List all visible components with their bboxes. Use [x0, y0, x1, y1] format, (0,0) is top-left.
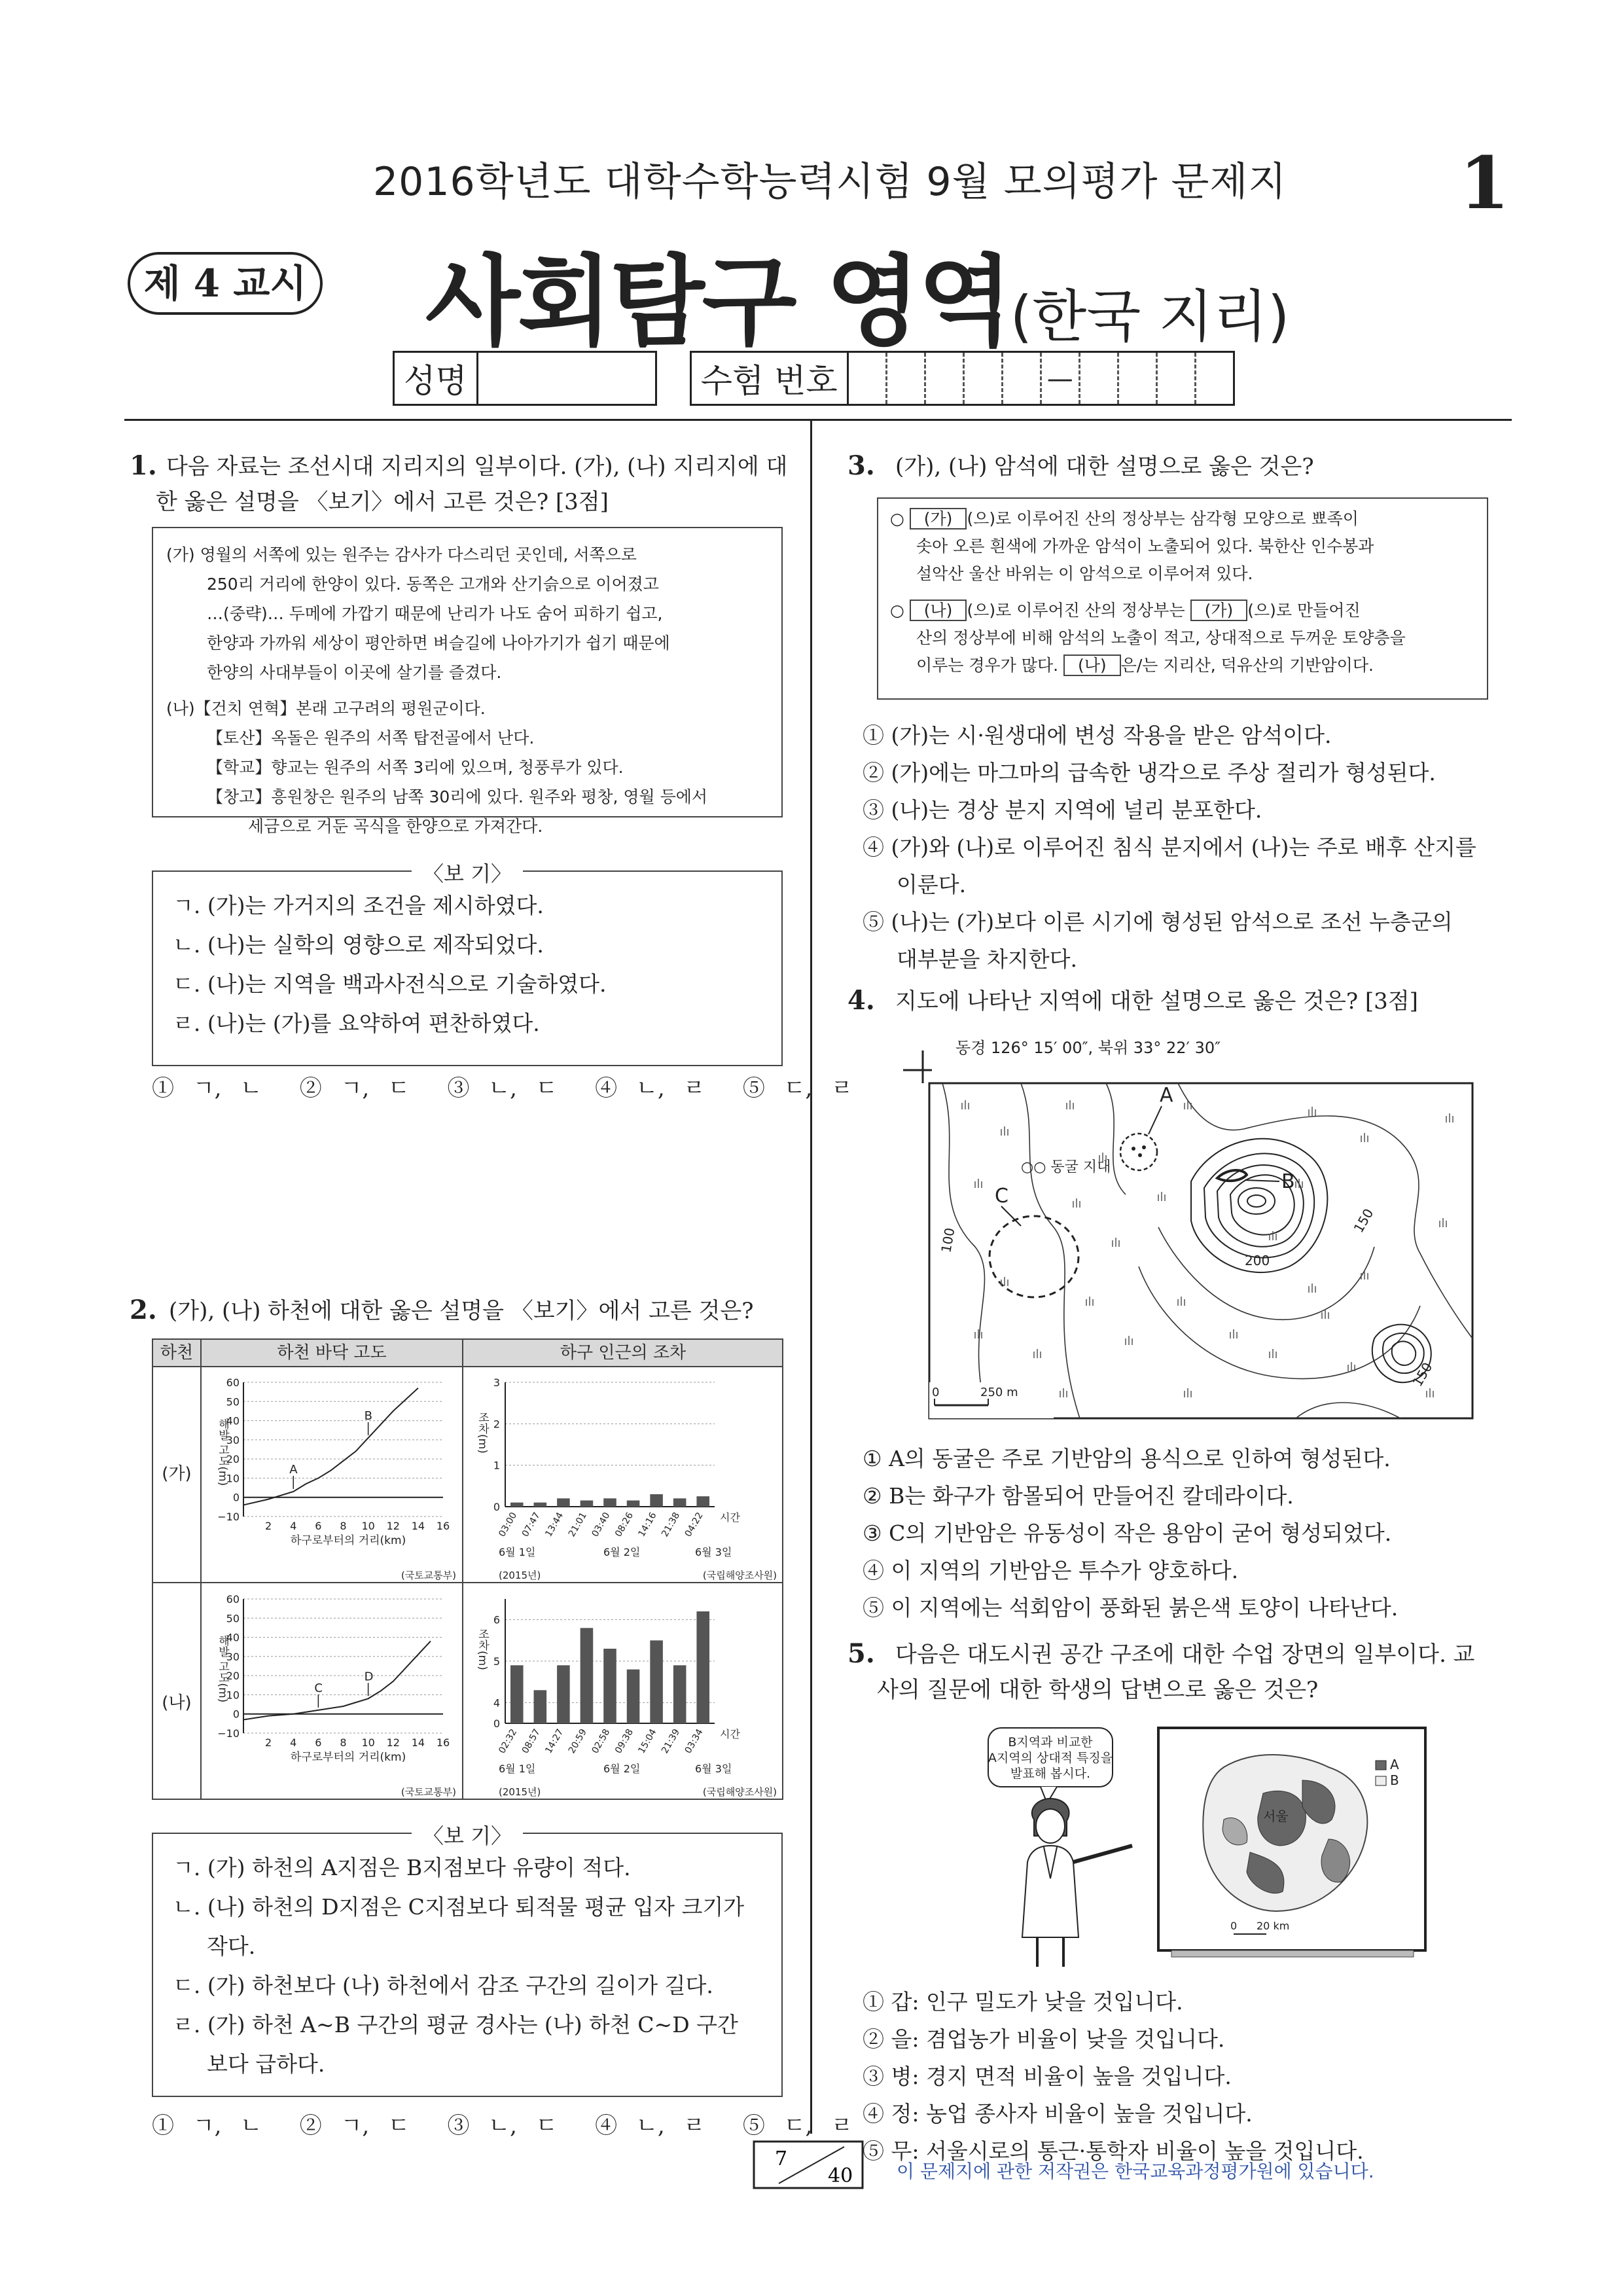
- q5-classroom-scene: [975, 1721, 1433, 1970]
- elev-tick-y: 30: [226, 1650, 240, 1663]
- tide-bar: [650, 1640, 663, 1723]
- tide-day-1: 6월 1일: [499, 1763, 536, 1775]
- grass-symbol: [1361, 1133, 1368, 1142]
- page-counter: [753, 2140, 864, 2189]
- elev-tick-y: 20: [226, 1670, 240, 1683]
- q4-number: 4.: [847, 985, 875, 1016]
- elev-source: (국토교통부): [401, 1570, 456, 1581]
- grass-symbol: [1086, 1297, 1093, 1306]
- elev-tick-x: 6: [315, 1736, 322, 1749]
- tide-time: 20:59: [566, 1727, 589, 1755]
- q1-source-line-6: (나)【건치 연혁】본래 고구려의 평원군이다.: [166, 699, 486, 718]
- tide-tick-y: 4: [493, 1696, 500, 1710]
- q5-options: [863, 1983, 1491, 2170]
- elev-tick-x: 14: [411, 1736, 425, 1749]
- q1-source-line-2: 250리 거리에 한양이 있다. 동쪽은 고개와 산기슭으로 이어졌고: [207, 575, 659, 594]
- elev-tick-x: 4: [290, 1520, 297, 1532]
- grass-symbol: [1178, 1297, 1185, 1306]
- row-ga: (가): [162, 1464, 192, 1484]
- bubble-l2: A지역의 상대적 특징을: [988, 1751, 1113, 1765]
- column-divider: [810, 419, 812, 2134]
- q1-choices[interactable]: ① ㄱ, ㄴ ② ㄱ, ㄷ ③ ㄴ, ㄷ ④ ㄴ, ㄹ ⑤ ㄷ, ㄹ: [152, 1075, 853, 1102]
- copyright-notice: 이 문제지에 관한 저작권은 한국교육과정평가원에 있습니다.: [897, 2161, 1374, 2182]
- col-tide: 하구 인근의 조차: [560, 1343, 687, 1363]
- grass-symbol: [1034, 1349, 1041, 1358]
- contour-150-b: 150: [1409, 1359, 1436, 1390]
- q3-bullet-1: ○: [890, 509, 904, 528]
- q3-l6b: 은/는 지리산, 덕유산의 기반암이다.: [1120, 656, 1374, 675]
- teacher-figure: [1022, 1799, 1132, 1967]
- tide-source: (국립해양조사원): [702, 1570, 777, 1581]
- tide-time: 21:01: [566, 1511, 589, 1539]
- tide-year: (2015년): [499, 1786, 541, 1798]
- q2-bogi-item-5: ㄹ. (가) 하천 A~B 구간의 평균 경사는 (나) 하천 C~D 구간: [173, 2012, 738, 2037]
- elev-tick-y: 0: [232, 1491, 240, 1504]
- tide-day-3: 6월 3일: [695, 1546, 732, 1558]
- elev-tick-y: 60: [226, 1593, 240, 1605]
- q1-source-line-3: …(중략)… 두메에 가깝기 때문에 난리가 나도 숨어 피하기 쉽고,: [207, 604, 663, 623]
- q1-source-box: [152, 527, 783, 836]
- q4-option-3[interactable]: ③ C의 기반암은 유동성이 작은 용암이 굳어 형성되었다.: [863, 1520, 1392, 1546]
- tide-bar: [580, 1501, 594, 1507]
- q3-bullet-2: ○: [890, 601, 904, 620]
- q3-l2: 솟아 오른 흰색에 가까운 암석이 노출되어 있다. 북한산 인수봉과: [916, 537, 1374, 556]
- point-c: C: [314, 1681, 323, 1695]
- tide-bar: [627, 1670, 640, 1723]
- tide-time: 02:58: [590, 1727, 613, 1755]
- tide-time: 08:26: [613, 1511, 636, 1539]
- q5-option-2[interactable]: ② 을: 겸업농가 비율이 낮을 것입니다.: [863, 2026, 1225, 2052]
- tide-time: 03:00: [497, 1511, 520, 1539]
- q4-topo-map: [903, 1031, 1486, 1424]
- exam-no-box: [690, 351, 1235, 406]
- tide-time-label: 시간: [720, 1728, 740, 1740]
- tide-time: 13:44: [543, 1511, 566, 1539]
- tide-tick-y: 0: [493, 1501, 500, 1513]
- tide-tick-y: 3: [493, 1376, 500, 1389]
- q3-l1: (으)로 이루어진 산의 정상부는 삼각형 모양으로 뾰족이: [967, 509, 1359, 528]
- q4-options: [863, 1440, 1491, 1626]
- q2-text: (가), (나) 하천에 대한 옳은 설명을 〈보기〉에서 고른 것은?: [169, 1298, 754, 1324]
- tide-bar: [696, 1611, 709, 1723]
- tide-ylabel: 조차(m): [476, 1412, 489, 1454]
- grass-symbol: [962, 1100, 969, 1109]
- tide-bar: [557, 1665, 570, 1723]
- q3-option-3[interactable]: ③ (나)는 경상 분지 지역에 널리 분포한다.: [863, 797, 1262, 823]
- name-label: 성명: [395, 353, 478, 404]
- tide-bar: [557, 1498, 570, 1507]
- q3-l5: 산의 정상부에 비해 암석의 노출이 적고, 상대적으로 두꺼운 토양층을: [916, 628, 1406, 647]
- elev-xlabel: 하구로부터의 거리(km): [290, 1534, 406, 1547]
- q5-option-1[interactable]: ① 갑: 인구 밀도가 낮을 것입니다.: [863, 1989, 1183, 2015]
- tide-bar: [510, 1665, 524, 1723]
- q1-bogi-item-3: ㄷ. (나)는 지역을 백과사전식으로 기술하였다.: [173, 971, 607, 997]
- page-number: 1: [1459, 141, 1510, 225]
- tide-bar: [673, 1498, 687, 1507]
- q5-option-4[interactable]: ④ 정: 농업 종사자 비율이 높을 것입니다.: [863, 2101, 1253, 2126]
- elev-tick-x: 6: [315, 1520, 322, 1532]
- q2-bogi-box: [152, 1823, 783, 2097]
- elev-ylabel: 해발 고도(m): [216, 1635, 229, 1703]
- subject-main: 사회탐구 영역: [425, 245, 1010, 359]
- elev-tick-y: 0: [232, 1708, 240, 1721]
- page-total: 40: [828, 2164, 853, 2187]
- period-badge: 제 4 교시: [128, 252, 323, 315]
- q4-option-2[interactable]: ② B는 화구가 함몰되어 만들어진 칼데라이다.: [863, 1483, 1294, 1509]
- q3-option-4[interactable]: ④ (가)와 (나)로 이루어진 침식 분지에서 (나)는 주로 배후 산지를: [863, 834, 1476, 860]
- contour-150: 150: [1350, 1206, 1377, 1236]
- q3-option-5[interactable]: 이룬다.: [897, 872, 967, 897]
- tide-day-2: 6월 2일: [603, 1763, 641, 1775]
- tide-bar: [603, 1498, 616, 1507]
- legend-a: A: [1390, 1757, 1399, 1772]
- id-row: [393, 351, 1235, 406]
- name-box: [393, 351, 657, 406]
- q1-bogi-item-2: ㄴ. (나)는 실학의 영향으로 제작되었다.: [173, 932, 544, 958]
- q4-option-1[interactable]: ① A의 동굴은 주로 기반암의 용식으로 인하여 형성된다.: [863, 1446, 1391, 1471]
- elev-tick-x: 16: [436, 1520, 450, 1532]
- elev-tick-y: −10: [217, 1511, 240, 1523]
- elev-profile-line: [243, 1388, 418, 1505]
- elev-xlabel: 하구로부터의 거리(km): [290, 1751, 406, 1764]
- grass-symbol: [1113, 1238, 1119, 1247]
- page-current: 7: [775, 2147, 788, 2170]
- grass-symbol: [1270, 1349, 1276, 1358]
- tide-day-2: 6월 2일: [603, 1546, 641, 1558]
- elev-tick-y: 60: [226, 1376, 240, 1389]
- q5-text: 다음은 대도시권 공간 구조에 대한 수업 장면의 일부이다. 교사의 질문에 대한 학생의 답변으로 옳은 것은?: [877, 1641, 1475, 1703]
- q1-source-line-7: 【토산】옥돌은 원주의 서쪽 탑전골에서 난다.: [207, 728, 535, 747]
- tide-time: 21:39: [660, 1727, 683, 1755]
- grass-symbol: [1440, 1218, 1446, 1227]
- elev-tick-y: 10: [226, 1689, 240, 1702]
- q1-bogi-title: 〈보 기〉: [412, 857, 523, 888]
- exam-no-label: 수험 번호: [692, 353, 849, 404]
- q2-bogi-item-6: 보다 급하다.: [207, 2051, 325, 2077]
- tide-time: 21:38: [660, 1511, 683, 1539]
- q1-text: 다음 자료는 조선시대 지리지의 일부이다. (가), (나) 지리지에 대한 옳은 설명을 〈보기〉에서 고른 것은? [3점]: [156, 454, 788, 515]
- cave-label: ○○ 동굴 지대: [1021, 1159, 1111, 1175]
- grass-symbol: [1001, 1126, 1008, 1136]
- tide-day-1: 6월 1일: [499, 1546, 536, 1558]
- q1-source-line-1: (가) 영월의 서쪽에 있는 원주는 감사가 다스리던 곳인데, 서쪽으로: [166, 545, 637, 564]
- exam-title: 2016학년도 대학수학능력시험 9월 모의평가 문제지: [373, 159, 1287, 205]
- legend-b: B: [1390, 1772, 1399, 1788]
- q2-bogi-title: 〈보 기〉: [412, 1820, 523, 1850]
- tide-tick-y: 2: [493, 1418, 500, 1431]
- label-c: C: [995, 1185, 1008, 1208]
- grass-symbol: [975, 1179, 982, 1188]
- elev-tick-x: 14: [411, 1520, 425, 1532]
- tide-time: 03:40: [590, 1511, 613, 1539]
- tide-time: 04:22: [683, 1511, 705, 1539]
- q1-source-line-5: 한양의 사대부들이 이곳에 살기를 즐겼다.: [207, 663, 502, 682]
- elev-tick-x: 2: [265, 1520, 272, 1532]
- grass-symbol: [1427, 1388, 1433, 1397]
- elev-source: (국토교통부): [401, 1786, 456, 1798]
- elev-ylabel: 해발 고도(m): [216, 1418, 229, 1486]
- q5-option-5[interactable]: ⑤ 무: 서울시로의 통근·통학자 비율이 높을 것입니다.: [863, 2138, 1364, 2164]
- q3-l3: 설악산 울산 바위는 이 암석으로 이루어져 있다.: [916, 564, 1253, 583]
- q2-bogi-item-2: ㄴ. (나) 하천의 D지점은 C지점보다 퇴적물 평균 입자 크기가: [173, 1894, 745, 1920]
- elev-tick-x: 10: [361, 1520, 375, 1532]
- grass-symbol: [1446, 1113, 1453, 1122]
- tide-bar: [603, 1649, 616, 1723]
- q2-river-table: [152, 1338, 783, 1800]
- tide-bar: [580, 1628, 594, 1723]
- grass-symbol: [1309, 1107, 1315, 1116]
- tide-source: (국립해양조사원): [702, 1786, 777, 1798]
- q3-blank-ga: (가): [910, 508, 967, 529]
- q3-rock-box: [877, 497, 1488, 700]
- tide-bar: [627, 1501, 640, 1507]
- grass-symbol: [1126, 1336, 1132, 1345]
- map-coord: 동경 126° 15′ 00″, 북위 33° 22′ 30″: [955, 1039, 1221, 1057]
- q4-option-5[interactable]: ⑤ 이 지역에는 석회암이 풍화된 붉은색 토양이 나타난다.: [863, 1595, 1399, 1621]
- q1-number: 1.: [130, 450, 157, 481]
- tide-day-3: 6월 3일: [695, 1763, 732, 1775]
- tide-time: 07:47: [520, 1511, 543, 1539]
- q3-l4b: (으)로 만들어진: [1247, 601, 1361, 620]
- q1-bogi-item-1: ㄱ. (가)는 가거지의 조건을 제시하였다.: [173, 893, 544, 918]
- q3-l6a: 이루는 경우가 많다.: [916, 656, 1059, 675]
- scale-250: 250 m: [980, 1386, 1018, 1399]
- elev-tick-y: 40: [226, 1631, 240, 1644]
- tide-bar: [696, 1496, 709, 1507]
- label-a: A: [1160, 1084, 1173, 1107]
- point-b: B: [364, 1408, 372, 1423]
- tide-bar: [650, 1494, 663, 1507]
- elev-tick-x: 16: [436, 1736, 450, 1749]
- q3-blank-na: (나): [910, 600, 967, 621]
- tide-time: 14:16: [636, 1511, 659, 1539]
- q3-option-2[interactable]: ② (가)에는 마그마의 급속한 냉각으로 주상 절리가 형성된다.: [863, 760, 1436, 785]
- q3-option-1[interactable]: ① (가)는 시·원생대에 변성 작용을 받은 암석이다.: [863, 723, 1332, 748]
- elev-tick-x: 12: [386, 1520, 400, 1532]
- point-a: A: [289, 1462, 298, 1477]
- name-field[interactable]: [478, 353, 655, 404]
- q3-l4a: (으)로 이루어진 산의 정상부는: [967, 601, 1185, 620]
- q3-number: 3.: [847, 450, 875, 481]
- q1-source-line-4: 한양과 가까워 세상이 평안하면 벼슬길에 나아가기가 쉽기 때문에: [207, 634, 670, 653]
- elev-tick-x: 8: [340, 1520, 347, 1532]
- q2-bogi-item-1: ㄱ. (가) 하천의 A지점은 B지점보다 유량이 적다.: [173, 1855, 631, 1880]
- tide-time: 03:34: [683, 1727, 705, 1755]
- q4-option-4[interactable]: ④ 이 지역의 기반암은 투수가 양호하다.: [863, 1558, 1239, 1583]
- grass-symbol: [1073, 1198, 1080, 1208]
- elev-tick-x: 2: [265, 1736, 272, 1749]
- subject-sub: (한국 지리): [1010, 284, 1290, 350]
- grass-symbol: [1185, 1388, 1191, 1397]
- tide-bar: [510, 1503, 524, 1507]
- tide-bar: [673, 1665, 687, 1723]
- q3-text: (가), (나) 암석에 대한 설명으로 옳은 것은?: [895, 454, 1314, 480]
- grass-symbol: [975, 1329, 982, 1338]
- col-river: 하천: [160, 1343, 194, 1363]
- bubble-l3: 발표해 봅시다.: [1010, 1767, 1091, 1781]
- q5-number: 5.: [847, 1638, 875, 1669]
- elev-tick-y: 50: [226, 1395, 240, 1408]
- tide-time: 09:38: [613, 1727, 636, 1755]
- q3-blank-ga-2: (가): [1190, 600, 1248, 621]
- q1-source-line-10: 세금으로 거둔 곡식을 한양으로 가져간다.: [248, 817, 543, 836]
- tide-ylabel: 조차(m): [476, 1628, 489, 1670]
- seoul-label: 서울: [1263, 1808, 1289, 1824]
- q1-bogi-box: [152, 861, 783, 1066]
- elev-tick-y: 10: [226, 1472, 240, 1485]
- q4-text: 지도에 나타난 지역에 대한 설명으로 옳은 것은? [3점]: [895, 988, 1418, 1014]
- q1-source-line-9: 【창고】흥원창은 원주의 남쪽 30리에 있다. 원주와 평창, 영월 등에서: [207, 787, 708, 806]
- contour-100: 100: [938, 1227, 958, 1254]
- elev-tick-y: −10: [217, 1727, 240, 1740]
- elev-tick-x: 10: [361, 1736, 375, 1749]
- q2-choices[interactable]: ① ㄱ, ㄴ ② ㄱ, ㄷ ③ ㄴ, ㄷ ④ ㄴ, ㄹ ⑤ ㄷ, ㄹ: [152, 2113, 853, 2139]
- tide-year: (2015년): [499, 1570, 541, 1581]
- exam-no-dash: —: [1042, 353, 1080, 404]
- subject-title: [425, 223, 1289, 364]
- point-d: D: [364, 1670, 374, 1684]
- exam-no-field[interactable]: [849, 353, 1233, 404]
- elev-tick-x: 8: [340, 1736, 347, 1749]
- tide-bar: [534, 1690, 547, 1723]
- q2-number: 2.: [130, 1295, 157, 1325]
- q1-bogi-item-4: ㄹ. (나)는 (가)를 요약하여 편찬하였다.: [173, 1011, 540, 1036]
- grass-symbol: [1309, 1283, 1315, 1293]
- elev-tick-y: 30: [226, 1433, 240, 1446]
- q3-blank-na-2: (나): [1063, 655, 1121, 676]
- tide-time-label: 시간: [720, 1511, 740, 1524]
- grass-symbol: [1060, 1388, 1067, 1397]
- elev-tick-y: 40: [226, 1414, 240, 1427]
- elev-profile-line: [243, 1641, 431, 1719]
- row-na: (나): [162, 1693, 192, 1713]
- elev-tick-y: 20: [226, 1453, 240, 1466]
- elev-tick-x: 12: [386, 1736, 400, 1749]
- tide-time: 08:57: [520, 1727, 543, 1755]
- tide-time: 14:27: [543, 1727, 566, 1755]
- q3-option-6[interactable]: ⑤ (나)는 (가)보다 이른 시기에 형성된 암석으로 조선 누층군의: [863, 909, 1453, 935]
- tide-tick-y: 6: [493, 1613, 500, 1626]
- grass-symbol: [1230, 1329, 1237, 1338]
- contour-200: 200: [1245, 1253, 1270, 1268]
- tide-tick-y: 5: [493, 1655, 500, 1668]
- tide-time: 02:32: [497, 1727, 520, 1755]
- tide-tick-y: 0: [493, 1717, 500, 1730]
- tide-tick-y: 1: [493, 1459, 500, 1472]
- label-b: B: [1281, 1170, 1295, 1193]
- q2-bogi-item-4: ㄷ. (가) 하천보다 (나) 하천에서 감조 구간의 길이가 길다.: [173, 1973, 713, 1998]
- map-scale-0: 0: [1230, 1920, 1238, 1932]
- q3-options: [863, 717, 1491, 978]
- map-scale-20: 20 km: [1257, 1920, 1290, 1932]
- bubble-l1: B지역과 비교한: [1008, 1735, 1093, 1749]
- scale-0: 0: [932, 1386, 940, 1399]
- grass-symbol: [1185, 1100, 1191, 1109]
- q3-option-7[interactable]: 대부분을 차지한다.: [897, 946, 1078, 972]
- q2-bogi-item-3: 작다.: [207, 1933, 256, 1959]
- col-elev: 하천 바닥 고도: [277, 1343, 387, 1363]
- elev-tick-y: 50: [226, 1612, 240, 1625]
- q5-option-3[interactable]: ③ 병: 경지 면적 비율이 높을 것입니다.: [863, 2064, 1232, 2089]
- tide-time: 15:04: [636, 1727, 659, 1755]
- q1-source-line-8: 【학교】향교는 원주의 서쪽 3리에 있으며, 청풍루가 있다.: [207, 758, 624, 777]
- tide-bar: [534, 1503, 547, 1507]
- header-rule: [124, 419, 1512, 421]
- grass-symbol: [1067, 1100, 1073, 1109]
- elev-tick-x: 4: [290, 1736, 297, 1749]
- grass-symbol: [1158, 1192, 1165, 1201]
